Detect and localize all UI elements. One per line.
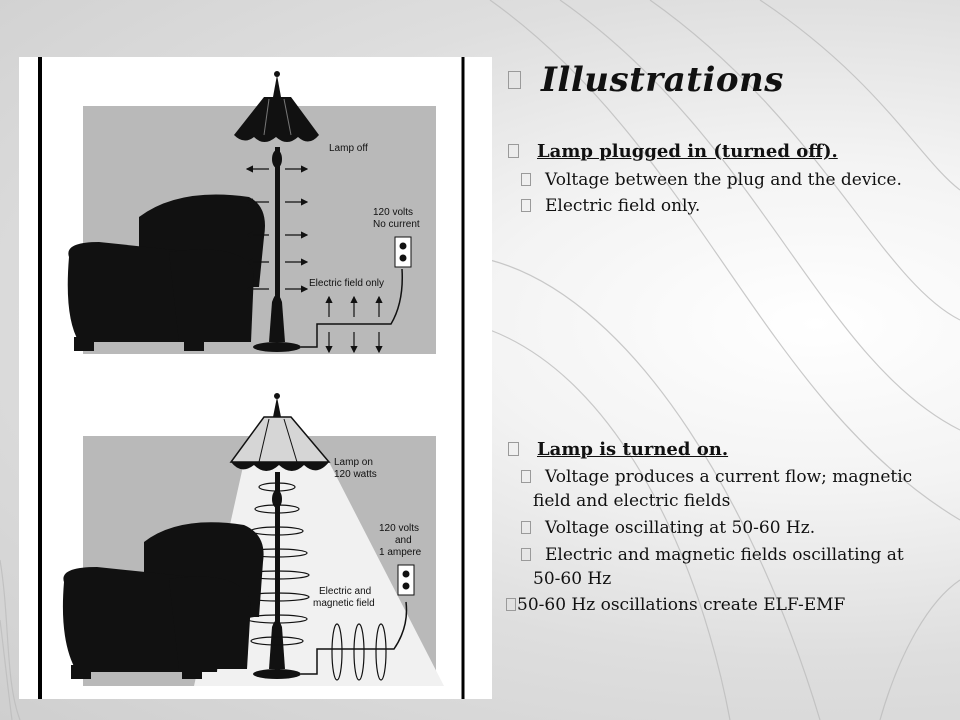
bullet-on-3: Electric and magnetic fields oscillating at [521, 545, 904, 565]
bottom-voltage-label: 120 volts [379, 523, 420, 534]
figure-panel [19, 57, 492, 699]
bullet-box-icon [508, 71, 521, 89]
top-lamp-label: Lamp off [329, 143, 368, 154]
bullet-on-3-continued: 50-60 Hz [533, 569, 612, 589]
bullet-box-icon [521, 548, 531, 561]
bullet-off-1: Voltage between the plug and the device. [521, 170, 902, 190]
bullet-on-1-continued: field and electric fields [533, 491, 731, 511]
top-voltage-label: 120 volts [373, 207, 414, 218]
bullet-box-icon [508, 442, 519, 456]
bottom-outlet [398, 565, 414, 595]
top-outlet [395, 237, 411, 267]
top-field-label: Electric field only [309, 278, 385, 289]
slide-title: Illustrations [508, 60, 784, 100]
bullet-box-icon [521, 173, 531, 186]
bottom-watts-label: 120 watts [334, 469, 377, 480]
bullet-on-1: Voltage produces a current flow; magnetic [521, 467, 912, 487]
bottom-ampere-label: 1 ampere [379, 547, 422, 558]
bottom-field-label-2: magnetic field [313, 598, 375, 609]
bullet-box-icon [521, 199, 531, 212]
bullet-off-2: Electric field only. [521, 196, 700, 216]
bottom-lamp-label: Lamp on [334, 457, 373, 468]
heading-lamp-off: Lamp plugged in (turned off). [508, 141, 838, 162]
bullet-on-2: Voltage oscillating at 50-60 Hz. [521, 518, 815, 538]
lamp-illustration [19, 57, 492, 699]
conclusion-line: 50-60 Hz oscillations create ELF-EMF [506, 595, 845, 615]
top-diagram [68, 71, 436, 354]
bullet-box-icon [506, 598, 516, 611]
bullet-box-icon [521, 521, 531, 534]
bottom-diagram [63, 393, 444, 686]
bullet-box-icon [521, 470, 531, 483]
top-current-label: No current [373, 219, 420, 230]
bottom-field-label-1: Electric and [319, 586, 372, 597]
bullet-box-icon [508, 144, 519, 158]
heading-lamp-on: Lamp is turned on. [508, 439, 728, 460]
bottom-and-label: and [395, 535, 412, 546]
